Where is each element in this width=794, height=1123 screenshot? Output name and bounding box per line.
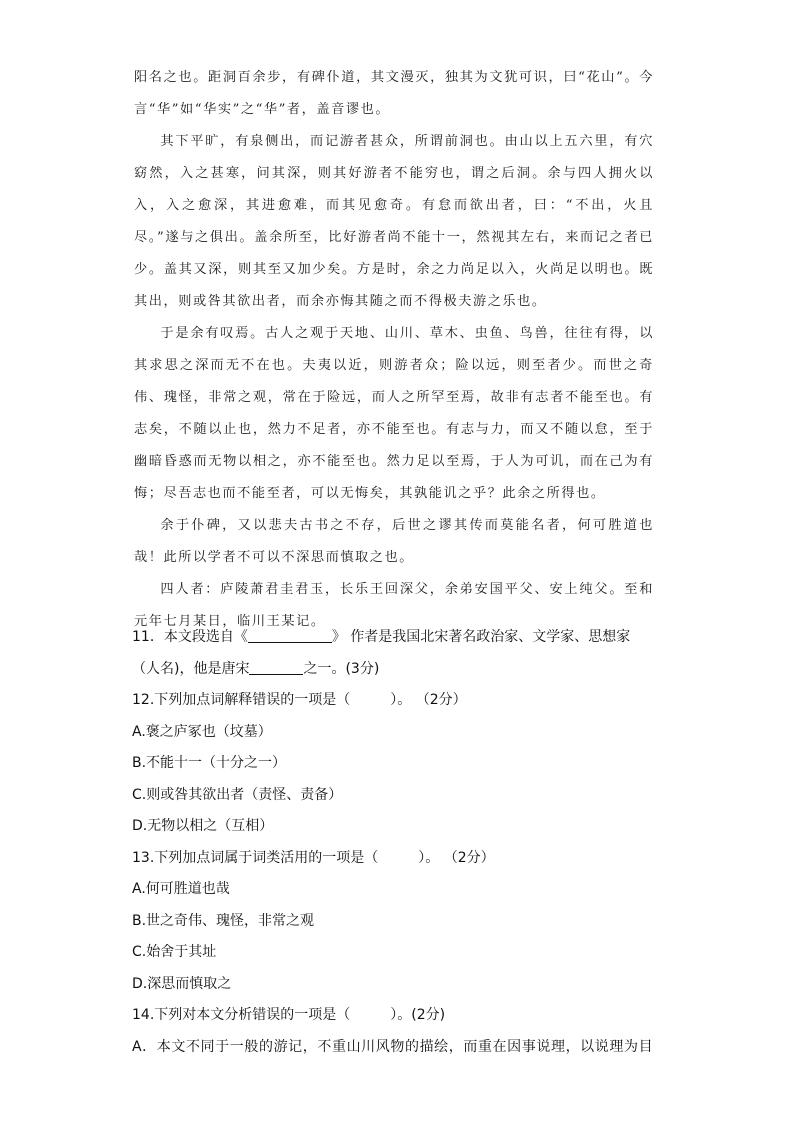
question-13-stem: 13.下列加点词属于词类活用的一项是（ [132,849,379,866]
passage-paragraph-5: 四人者：庐陵萧君圭君玉，长乐王回深父，余弟安国平父、安上纯父。至和元年七月某日，临川王某记。 [134,582,654,629]
answer-blank-group[interactable] [249,658,303,675]
question-14-stem: 14.下列对本文分析错误的一项是（ [132,1007,351,1023]
option-13-d: D.深思而慎取之 [132,975,232,992]
question-13 [132,843,662,875]
question-12-score: ）。 （2分） [390,692,467,708]
question-11-text-c: （人名)，他是唐宋 [132,660,250,677]
question-11-text-d: 之一。(3分) [303,660,380,677]
question-12 [132,685,662,717]
question-11-line-2 [132,654,662,686]
question-14 [132,1000,662,1032]
option-13-c: C.始舍于其址 [132,944,217,960]
question-12-stem: 12.下列加点词解释错误的一项是（ [132,692,351,708]
questions-section [132,622,662,1063]
option-12-b: B.不能十一（十分之一） [132,755,287,771]
question-11-text-a: 11．本文段选自《 [132,629,248,645]
passage-paragraph-3: 于是余有叹焉。古人之观于天地、山川、草木、虫鱼、鸟兽，往往有得，以其求思之深而无不在也。夫夷以近，则游者众；险以远，则至者少。而世之奇伟、瑰怪，非常之观，常在于险远，而人之所罕至焉，故非有志者不能至也。有志矣，不随以止也，然力不足者，亦不能至也。有志与力，而又不随以怠，至于幽暗昏惑而无物以相之，亦不能至也。然力足以至焉，于人为可讥，而在己为有悔；尽吾志也而不能至者，可以无悔矣，其孰能讥之乎？此余之所得也。 [134,326,654,501]
question-13-score: ）。 （2分） [418,849,495,866]
option-13-a: A.何可胜道也哉 [132,881,230,897]
option-12-d: D.无物以相之（互相） [132,818,274,834]
question-11-line-1 [132,622,662,654]
passage-paragraph-4: 余于仆碑，又以悲夫古书之不存，后世之谬其传而莫能名者，何可胜道也哉！此所以学者不可以不深思而慎取之也。 [134,518,654,565]
option-12-a: A.褒之庐冢也（坟墓） [132,723,272,740]
passage-paragraph-1: 阳名之也。距洞百余步，有碑仆道，其文漫灭，独其为文犹可识，曰“花山”。今言“华”如“华实”之“华”者，盖音谬也。 [134,70,654,117]
question-14-score: ）。(2分) [390,1007,446,1023]
option-13-b: B.世之奇伟、瑰怪，非常之观 [132,912,315,929]
classical-passage [134,62,654,638]
option-14-a: A．本文不同于一般的游记，不重山川风物的描绘，而重在因事说理，以说理为目 [132,1038,654,1055]
passage-paragraph-2: 其下平旷，有泉侧出，而记游者甚众，所谓前洞也。由山以上五六里，有穴窈然，入之甚寒，问其深，则其好游者不能穷也，谓之后洞。余与四人拥火以入，入之愈深，其进愈难，而其见愈奇。有怠而欲出者，曰：“不出，火且尽。”遂与之俱出。盖余所至，比好游者尚不能十一，然视其左右，来而记之者已少。盖其又深，则其至又加少矣。方是时，余之力尚足以入，火尚足以明也。既其出，则或咎其欲出者，而余亦悔其随之而不得极夫游之乐也。 [134,134,654,309]
option-12-c: C.则或咎其欲出者（责怪、责备） [132,786,343,803]
answer-blank-book-title[interactable] [248,626,332,643]
question-11-text-b: 》 作者是我国北宋著名政治家、文学家、思想家 [331,629,631,645]
